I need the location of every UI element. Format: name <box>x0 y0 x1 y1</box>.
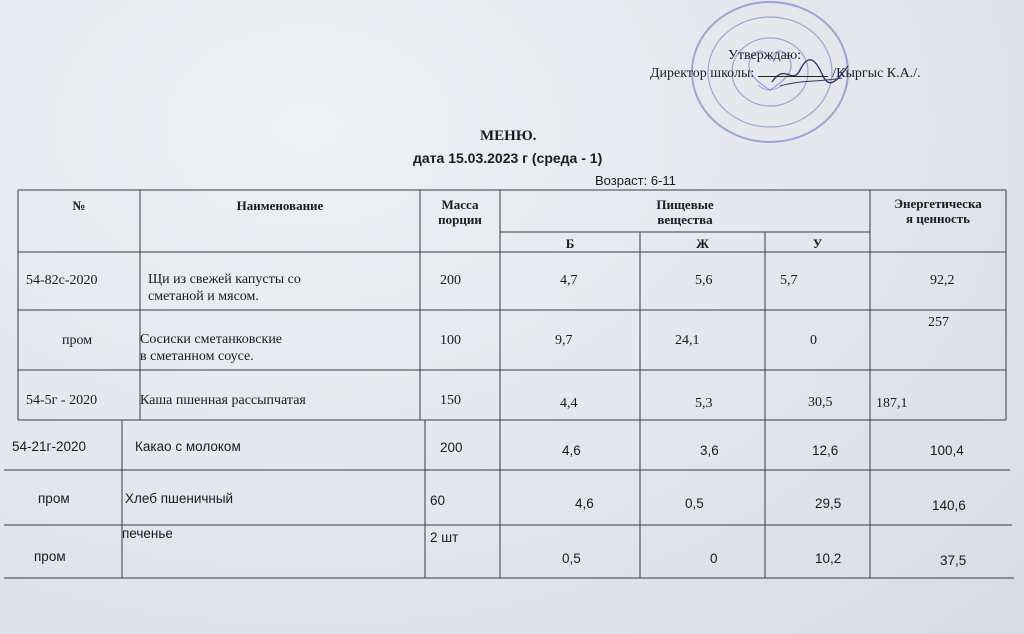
row-dish-name: Каша пшенная рассыпчатая <box>140 393 306 408</box>
row-mass: 200 <box>440 440 463 455</box>
col-header-energy <box>870 196 1006 226</box>
row-code: пром <box>34 549 66 564</box>
row-fat: 3,6 <box>700 443 719 458</box>
col-header-carbs: У <box>812 236 823 251</box>
row-mass: 150 <box>440 393 461 408</box>
col-header-mass-line1: Масса <box>441 197 479 212</box>
row-fat: 5,3 <box>695 396 713 411</box>
col-header-energy-line1: Энергетическа <box>894 196 982 211</box>
row-fat: 0 <box>710 551 718 566</box>
row-protein: 4,7 <box>560 273 578 288</box>
col-header-nutrients-line1: Пищевые <box>656 197 714 212</box>
approve-label: Утверждаю: <box>728 48 802 63</box>
row-dish-name-line2: сметаной и мясом. <box>148 289 259 304</box>
col-header-mass-line2: порции <box>438 212 482 227</box>
col-header-mass <box>420 197 500 227</box>
menu-title: МЕНЮ. <box>480 128 537 144</box>
col-header-protein: Б <box>565 236 575 251</box>
row-dish-name: печенье <box>122 526 173 541</box>
row-dish-name <box>140 331 282 365</box>
director-name: /Кыргыс К.А./. <box>832 66 921 81</box>
row-mass: 100 <box>440 333 461 348</box>
director-label: Директор школы: <box>650 66 755 81</box>
col-header-nutrients <box>500 197 870 227</box>
row-code: 54-82с-2020 <box>26 273 98 288</box>
col-header-number: № <box>72 198 86 213</box>
row-protein: 0,5 <box>562 551 581 566</box>
row-code: пром <box>38 491 70 506</box>
row-dish-name-line2: в сметанном соусе. <box>140 349 254 364</box>
row-carbs: 12,6 <box>812 443 839 458</box>
row-carbs: 30,5 <box>808 395 833 410</box>
row-mass: 2 шт <box>430 530 459 545</box>
row-energy: 92,2 <box>930 273 955 288</box>
row-energy: 187,1 <box>876 396 908 411</box>
row-carbs: 0 <box>810 333 817 348</box>
row-mass: 60 <box>430 493 446 508</box>
row-energy: 257 <box>928 315 949 330</box>
row-fat: 5,6 <box>695 273 713 288</box>
row-code: 54-21г-2020 <box>12 439 86 454</box>
menu-date: дата 15.03.2023 г (среда - 1) <box>413 150 603 166</box>
row-dish-name-line1: Щи из свежей капусты со <box>148 272 301 287</box>
row-protein: 9,7 <box>555 333 573 348</box>
row-dish-name <box>148 271 301 305</box>
row-carbs: 29,5 <box>815 496 842 511</box>
col-header-nutrients-line2: вещества <box>657 212 713 227</box>
row-code: 54-5г - 2020 <box>26 393 98 408</box>
row-energy: 37,5 <box>940 553 967 568</box>
row-energy: 100,4 <box>930 443 964 458</box>
row-protein: 4,6 <box>575 496 594 511</box>
row-code: пром <box>62 333 93 348</box>
row-protein: 4,4 <box>560 396 578 411</box>
row-dish-name-line1: Сосиски сметанковские <box>140 332 283 347</box>
col-header-energy-line2: я ценность <box>905 211 971 226</box>
row-dish-name: Какао с молоком <box>135 439 241 454</box>
age-group: Возраст: 6-11 <box>595 173 676 188</box>
row-carbs: 10,2 <box>815 551 842 566</box>
row-fat: 0,5 <box>685 496 704 511</box>
row-dish-name: Хлеб пшеничный <box>125 491 234 506</box>
row-fat: 24,1 <box>675 333 700 348</box>
col-header-name: Наименование <box>236 198 324 213</box>
row-mass: 200 <box>440 273 461 288</box>
row-energy: 140,6 <box>932 498 966 513</box>
row-protein: 4,6 <box>562 443 581 458</box>
col-header-fat: Ж <box>696 236 709 251</box>
row-carbs: 5,7 <box>780 273 798 288</box>
